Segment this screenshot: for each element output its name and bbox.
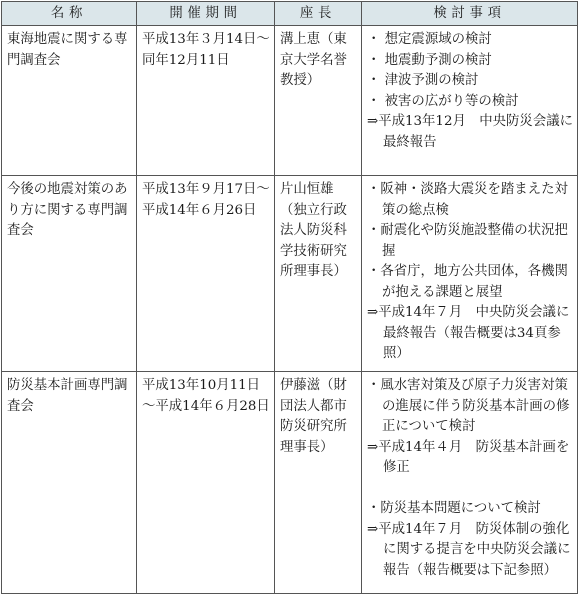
table-row — [2, 176, 578, 372]
committee-table — [1, 1, 578, 594]
topic-item: ・ 地震動予測の検討 — [367, 52, 492, 68]
chairperson: 溝上恵（東京大学名誉教授） — [275, 26, 362, 176]
header-chair: 座長 — [275, 2, 362, 26]
result-note: ⇒平成14年４月 防災基本計画を修正 — [367, 439, 570, 475]
topic-item: ・防災基本問題について検討 — [367, 501, 541, 516]
topics-cell — [362, 26, 578, 176]
topic-item: ・風水害対策及び原子力災害対策の進展に伴う防災基本計画の修正について検討 — [367, 378, 570, 434]
result-note: ⇒平成14年７月 中央防災会議に最終報告（報告概要は34頁参照） — [367, 305, 570, 361]
header-name: 名称 — [2, 2, 137, 26]
result-note: ⇒平成14年７月 防災体制の強化に関する提言を中央防災会議に報告（報告概要は下記参照） — [367, 521, 571, 578]
committee-name: 防災基本計画専門調査会 — [2, 372, 137, 594]
header-row — [2, 2, 578, 26]
topics-cell — [362, 372, 578, 594]
table-row — [2, 26, 578, 176]
meeting-period: 平成13年９月17日～平成14年６月26日 — [137, 176, 275, 372]
meeting-period: 平成13年10月11日～平成14年６月28日 — [137, 372, 275, 594]
topics-cell — [362, 176, 578, 372]
table-row — [2, 372, 578, 594]
topic-item: ・阪神・淡路大震災を踏まえた対策の総点検 — [367, 182, 568, 218]
header-period: 開催期間 — [137, 2, 275, 26]
chairperson: 伊藤滋（財団法人都市防災研究所理事長） — [275, 372, 362, 594]
meeting-period: 平成13年３月14日～同年12月11日 — [137, 26, 275, 176]
committee-name: 東海地震に関する専門調査会 — [2, 26, 137, 176]
committee-name: 今後の地震対策のあり方に関する専門調査会 — [2, 176, 137, 372]
topic-item: ・耐震化や防災施設整備の状況把握 — [367, 223, 568, 259]
header-topics: 検討事項 — [362, 2, 578, 26]
spacer — [367, 479, 573, 500]
topic-item: ・各省庁，地方公共団体，各機関が抱える課題と展望 — [367, 264, 568, 300]
result-note: ⇒平成13年12月 中央防災会議に最終報告 — [367, 114, 573, 150]
topic-item: ・ 被害の広がり等の検討 — [367, 93, 519, 109]
chairperson: 片山恒雄（独立行政法人防災科学技術研究所理事長） — [275, 176, 362, 372]
topic-item: ・ 想定震源域の検討 — [367, 32, 492, 47]
topic-item: ・ 津波予測の検討 — [367, 73, 479, 88]
